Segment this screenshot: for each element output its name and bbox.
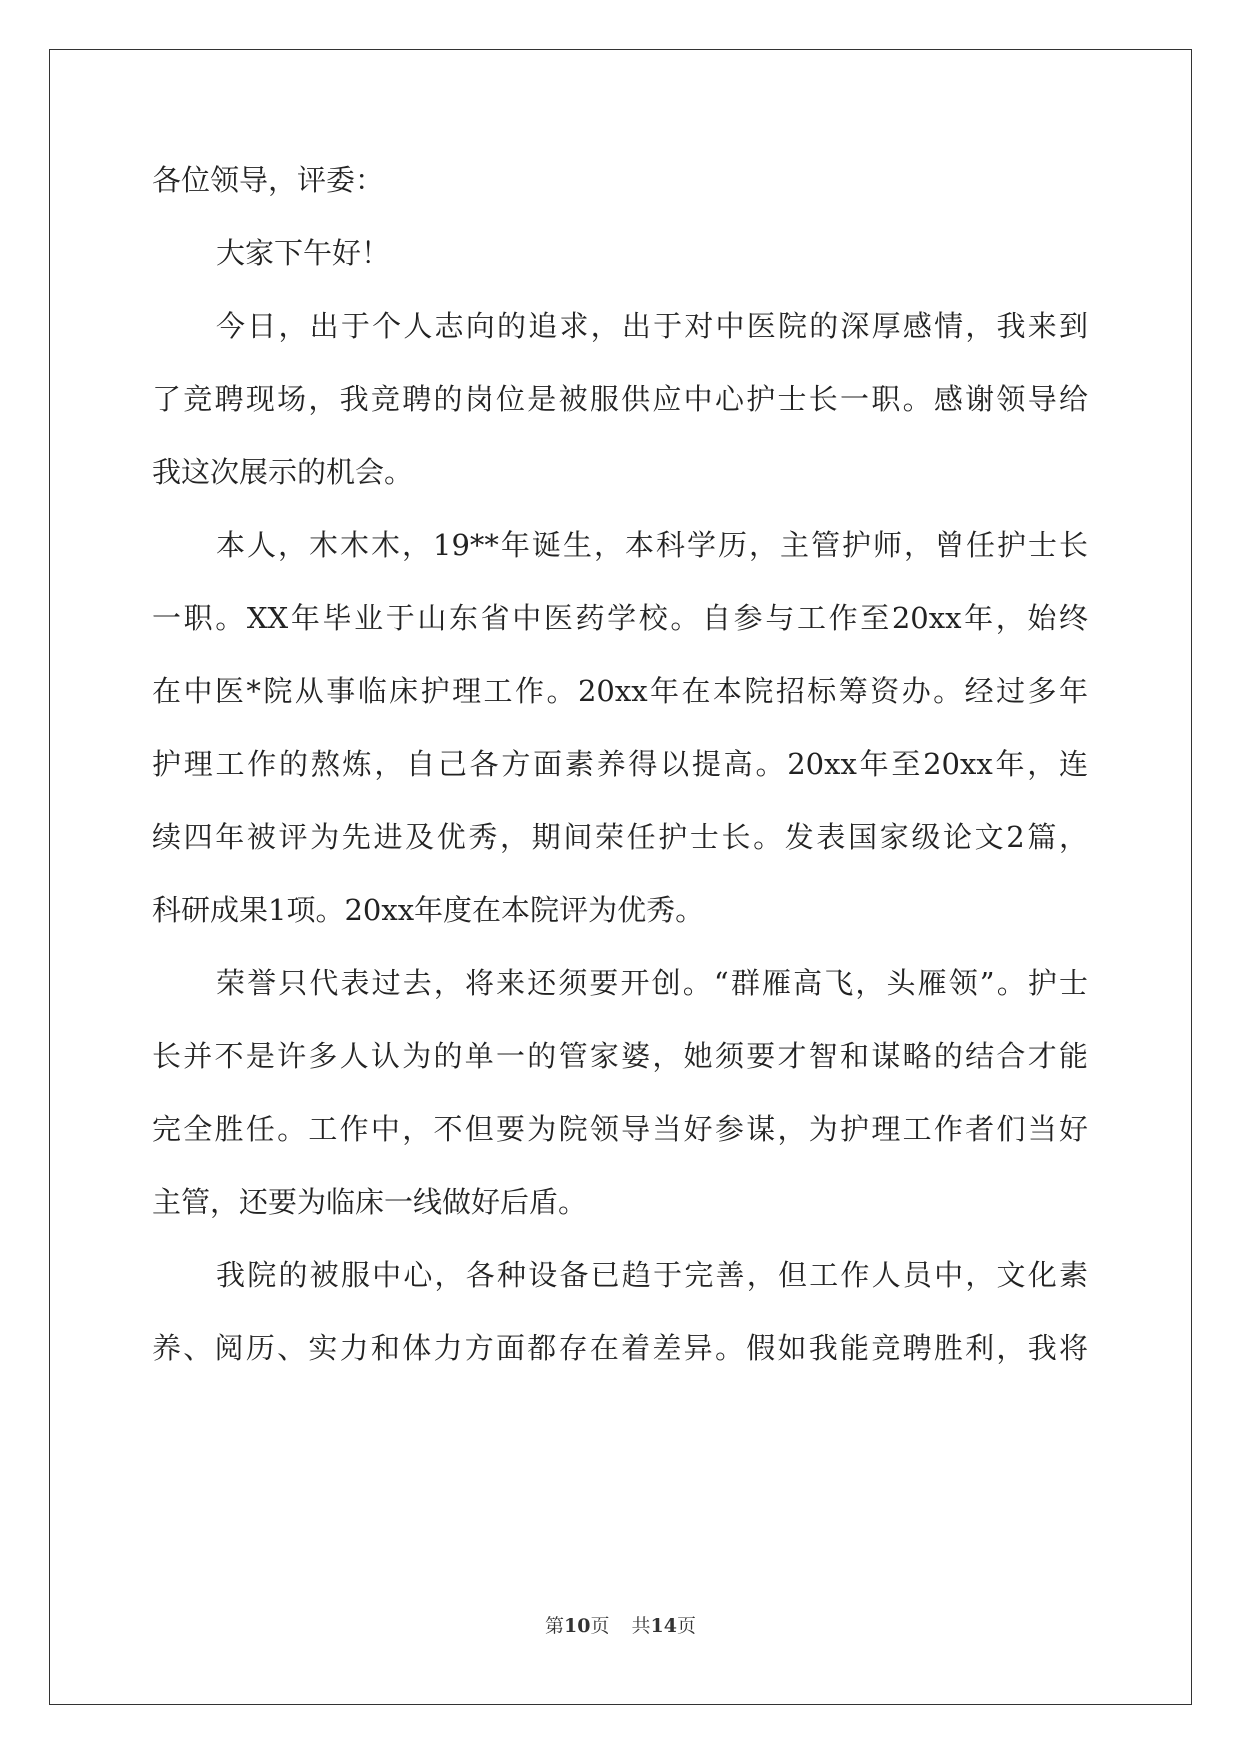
text-line: 一职。XX年毕业于山东省中医药学校。自参与工作至20xx年，始终 [152, 601, 1088, 635]
salutation-line: 各位领导，评委： [152, 163, 385, 197]
text-line: 了竞聘现场，我竞聘的岗位是被服供应中心护士长一职。感谢领导给 [152, 382, 1088, 416]
text-line: 完全胜任。工作中，不但要为院领导当好参谋，为护理工作者们当好 [152, 1112, 1088, 1146]
page-footer [0, 1613, 1241, 1639]
text-line: 本人，木木木，19**年诞生，本科学历，主管护师，曾任护士长 [216, 528, 1088, 562]
text-line: 荣誉只代表过去，将来还须要开创。“群雁高飞，头雁领”。护士 [216, 966, 1088, 1000]
text-line: 养、阅历、实力和体力方面都存在着差异。假如我能竞聘胜利，我将 [152, 1331, 1088, 1365]
page-suffix: 页 [590, 1615, 610, 1637]
total-prefix: 共 [631, 1615, 651, 1637]
page-border [49, 49, 1192, 1705]
text-line: 我院的被服中心，各种设备已趋于完善，但工作人员中，文化素 [216, 1258, 1088, 1292]
text-line: 我这次展示的机会。 [152, 455, 414, 489]
text-line: 长并不是许多人认为的单一的管家婆，她须要才智和谋略的结合才能 [152, 1039, 1088, 1073]
total-pages-number: 14 [650, 1615, 677, 1637]
current-page-number: 10 [564, 1615, 591, 1637]
text-line: 护理工作的熬炼，自己各方面素养得以提高。20xx年至20xx年，连 [152, 747, 1088, 781]
total-suffix: 页 [676, 1615, 696, 1637]
text-line: 在中医*院从事临床护理工作。20xx年在本院招标筹资办。经过多年 [152, 674, 1088, 708]
text-line: 今日，出于个人志向的追求，出于对中医院的深厚感情，我来到 [216, 309, 1088, 343]
text-line: 续四年被评为先进及优秀，期间荣任护士长。发表国家级论文2篇， [152, 820, 1088, 854]
greeting-line: 大家下午好！ [216, 236, 391, 270]
text-line: 主管，还要为临床一线做好后盾。 [152, 1185, 588, 1219]
text-line: 科研成果1项。20xx年度在本院评为优秀。 [152, 893, 705, 927]
page-prefix: 第 [545, 1615, 565, 1637]
